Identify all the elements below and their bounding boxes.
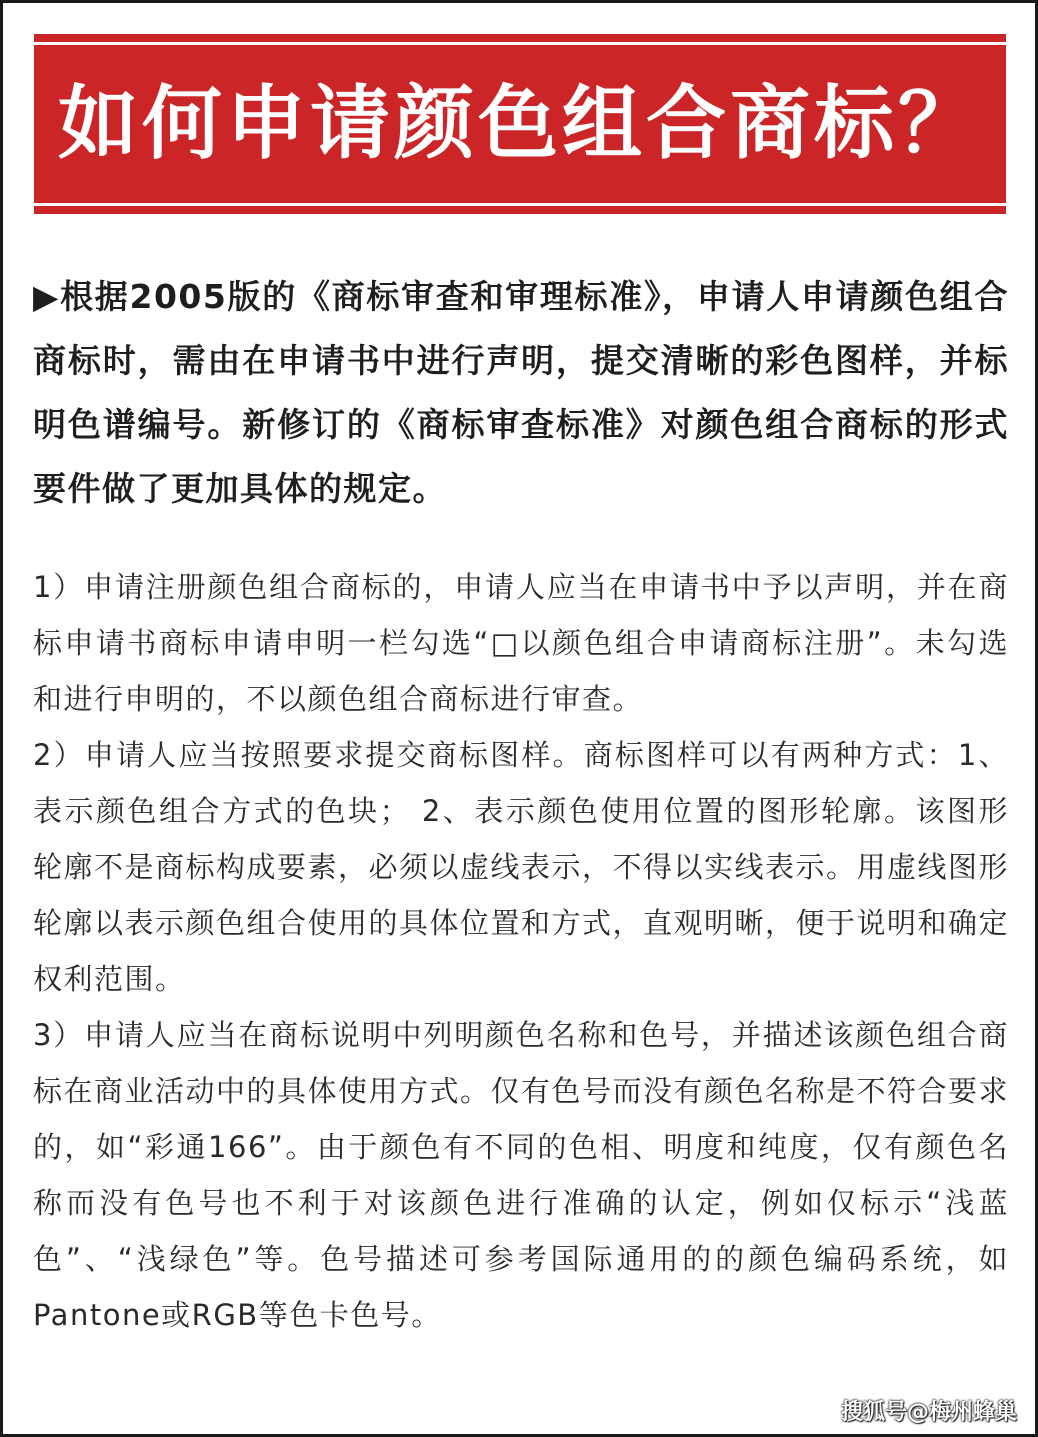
rule-item-2: 2）申请人应当按照要求提交商标图样。商标图样可以有两种方式：1、表示颜色组合方式的色块； 2、表示颜色使用位置的图形轮廓。该图形轮廓不是商标构成要素，必须以虚线表示，不得以实线表示。用虚线图形轮廓以表示颜色组合使用的具体位置和方式，直观明晰，便于说明和确定权利范围。 bbox=[33, 738, 1010, 996]
title-banner bbox=[34, 34, 1006, 214]
rules-list bbox=[33, 559, 1009, 1343]
watermark: 搜狐号@梅州蜂巢 bbox=[840, 1400, 1017, 1425]
rule-item-1: 1）申请注册颜色组合商标的，申请人应当在申请书中予以声明，并在商标申请书商标申请申明一栏勾选“□以颜色组合申请商标注册”。未勾选和进行申明的，不以颜色组合商标进行审查。 bbox=[33, 570, 1009, 716]
banner-bottom-rule bbox=[34, 203, 1006, 206]
page-title: 如何申请颜色组合商标？ bbox=[58, 77, 982, 170]
rule-item-3: 3）申请人应当在商标说明中列明颜色名称和色号，并描述该颜色组合商标在商业活动中的具体使用方式。仅有色号而没有颜色名称是不符合要求的，如“彩通166”。由于颜色有不同的色相、明度和纯度，仅有颜色名称而没有色号也不利于对该颜色进行准确的认定，例如仅标示“浅蓝色”、“浅绿色”等。色号描述可参考国际通用的的颜色编码系统，如Pantone或RGB等色卡色号。 bbox=[33, 1018, 1010, 1332]
intro-paragraph: ▶根据2005版的《商标审查和审理标准》，申请人申请颜色组合商标时，需由在申请书中进行声明，提交清晰的彩色图样，并标明色谱编号。新修订的《商标审查标准》对颜色组合商标的形式要件做了更加具体的规定。 bbox=[33, 277, 1009, 508]
